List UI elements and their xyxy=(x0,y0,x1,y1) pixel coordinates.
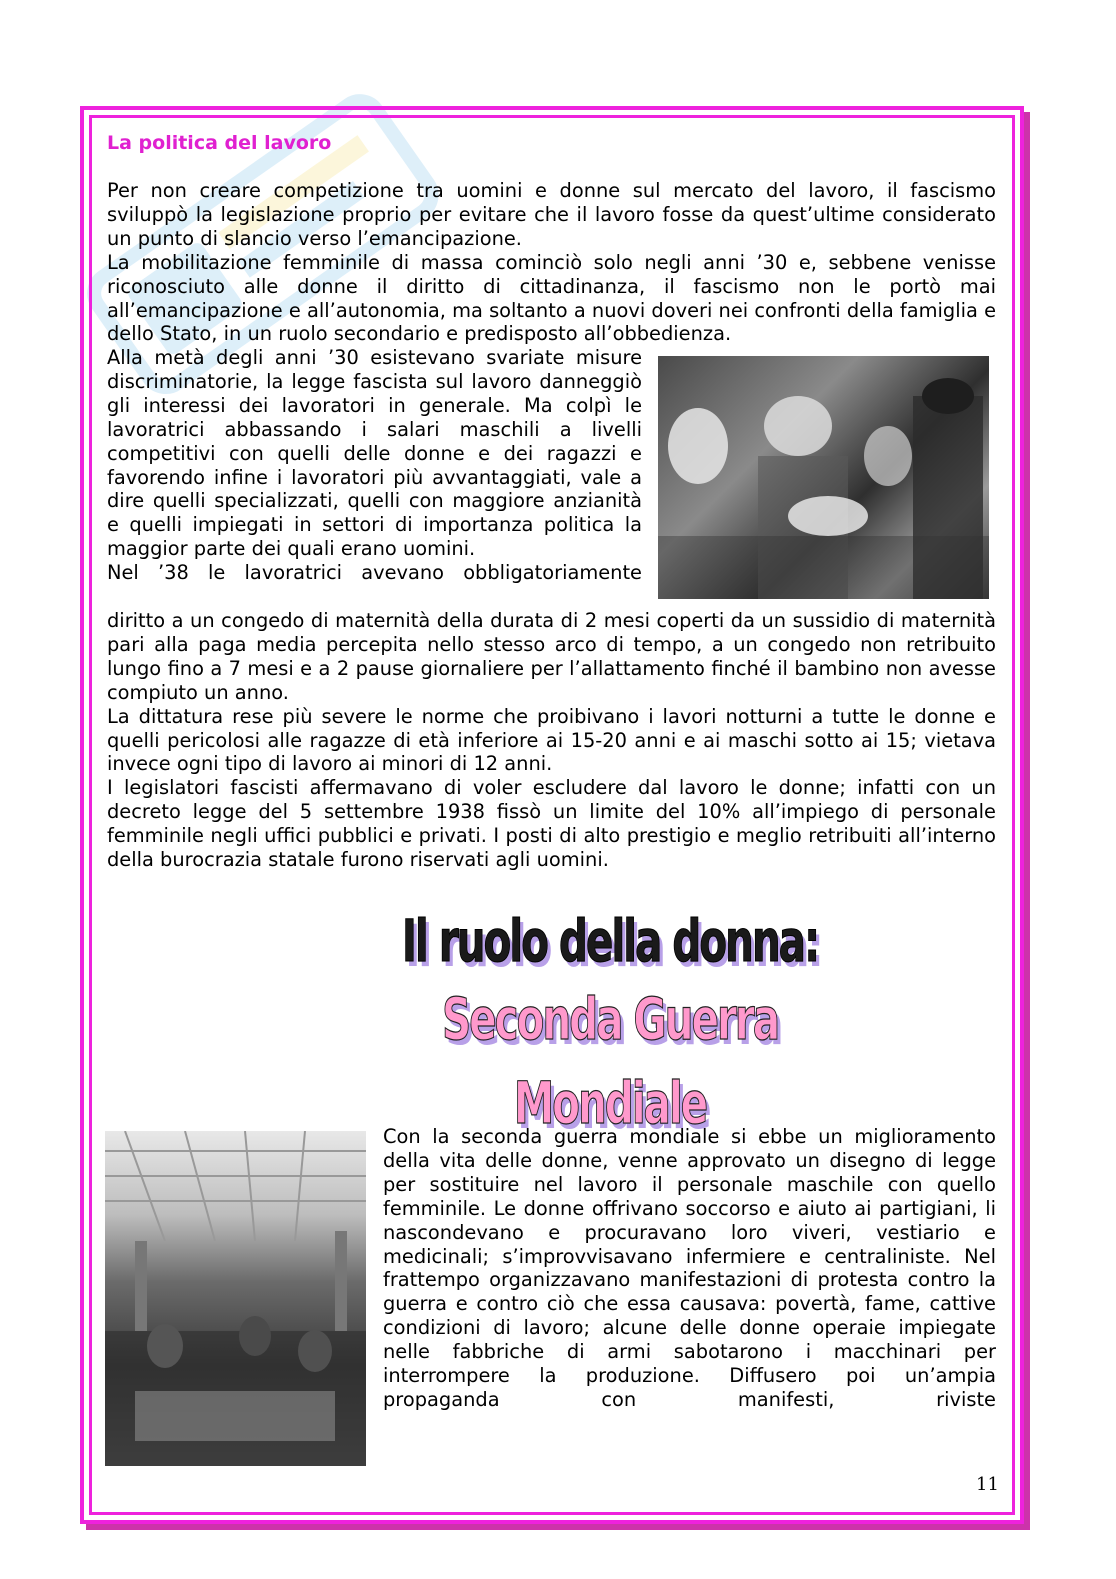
section-heading: La politica del lavoro xyxy=(107,132,332,154)
paragraph: Alla metà degli anni ’30 esistevano svariate misure discriminatorie, la legge fascista sul lavoro danneggiò gli interessi dei lavoratori in generale. Ma colpì le lavoratrici abbassando i salari maschili a livelli competitivi con quelli delle donne e dei ragazzi e favorendo infine i lavoratori più avvantaggiati, vale a dire quelli specializzati, quelli con maggiore anzianità e quelli impiegati in settori di importanza politica la maggior parte dei quali erano uomini. xyxy=(107,346,642,561)
paragraph: Per non creare competizione tra uomini e donne sul mercato del lavoro, il fascismo sviluppò la legislazione proprio per evitare che il lavoro fosse da quest’ultime considerato un punto di slancio verso l’emancipazione. xyxy=(107,179,996,250)
section-title xyxy=(300,905,920,1145)
paragraph: Nel ’38 le lavoratrici avevano obbligatoriamente xyxy=(107,561,642,585)
title-line-2: Seconda Guerra Mondiale xyxy=(441,985,779,1137)
page-number: 11 xyxy=(976,1474,999,1495)
paragraph: diritto a un congedo di maternità della durata di 2 mesi coperti da un sussidio di maternità pari alla paga media percepita nello stesso arco di tempo, a un congedo non retribuito lungo fino a 7 mesi e a 2 pause giornaliere per l’allattamento finché il bambino non avesse compiuto un anno. xyxy=(107,609,996,704)
photo-factory-workers xyxy=(105,1131,366,1466)
text-lower xyxy=(107,609,996,872)
text-war xyxy=(383,1125,996,1412)
intro-text xyxy=(107,179,996,346)
photo-women-crowd xyxy=(658,356,989,599)
paragraph: I legislatori fascisti affermavano di voler escludere dal lavoro le donne; infatti con un decreto legge del 5 settembre 1938 fissò un limite del 10% all’impiego di personale femminile negli uffici pubblici e privati. I posti di alto prestigio e meglio retribuiti all’interno della burocrazia statale furono riservati agli uomini. xyxy=(107,776,996,872)
text-beside-photo xyxy=(107,346,642,585)
paragraph: Con la seconda guerra mondiale si ebbe un miglioramento della vita delle donne, venne approvato un disegno di legge per sostituire nel lavoro il personale maschile con quello femminile. Le donne offrivano soccorso e aiuto ai partigiani, li nascondevano e procuravano loro viveri, vestiario e medicinali; s’improvvisavano infermiere e centraliniste. Nel frattempo organizzavano manifestazioni di protesta contro la guerra e contro ciò che essa causava: povertà, fame, cattive condizioni di lavoro; alcune delle donne operaie impiegate nelle fabbriche di armi sabotarono i macchinari per interrompere la produzione. Diffusero poi un’ampia propaganda con manifesti, riviste xyxy=(383,1125,996,1411)
title-line-1: Il ruolo della donna: xyxy=(401,907,819,975)
paragraph: La mobilitazione femminile di massa cominciò solo negli anni ’30 e, sebbene venisse riconosciuto alle donne il diritto di cittadinanza, il fascismo non le portò mai all’emancipazione e all’autonomia, ma soltanto a nuovi doveri nei confronti della famiglia e dello Stato, in un ruolo secondario e predisposto all’obbedienza. xyxy=(107,250,996,346)
paragraph: La dittatura rese più severe le norme che proibivano i lavori notturni a tutte le donne e quelli pericolosi alle ragazze di età inferiore ai 15-20 anni e ai maschi sotto ai 15; vietava invece ogni tipo di lavoro ai minori di 12 anni. xyxy=(107,704,996,776)
